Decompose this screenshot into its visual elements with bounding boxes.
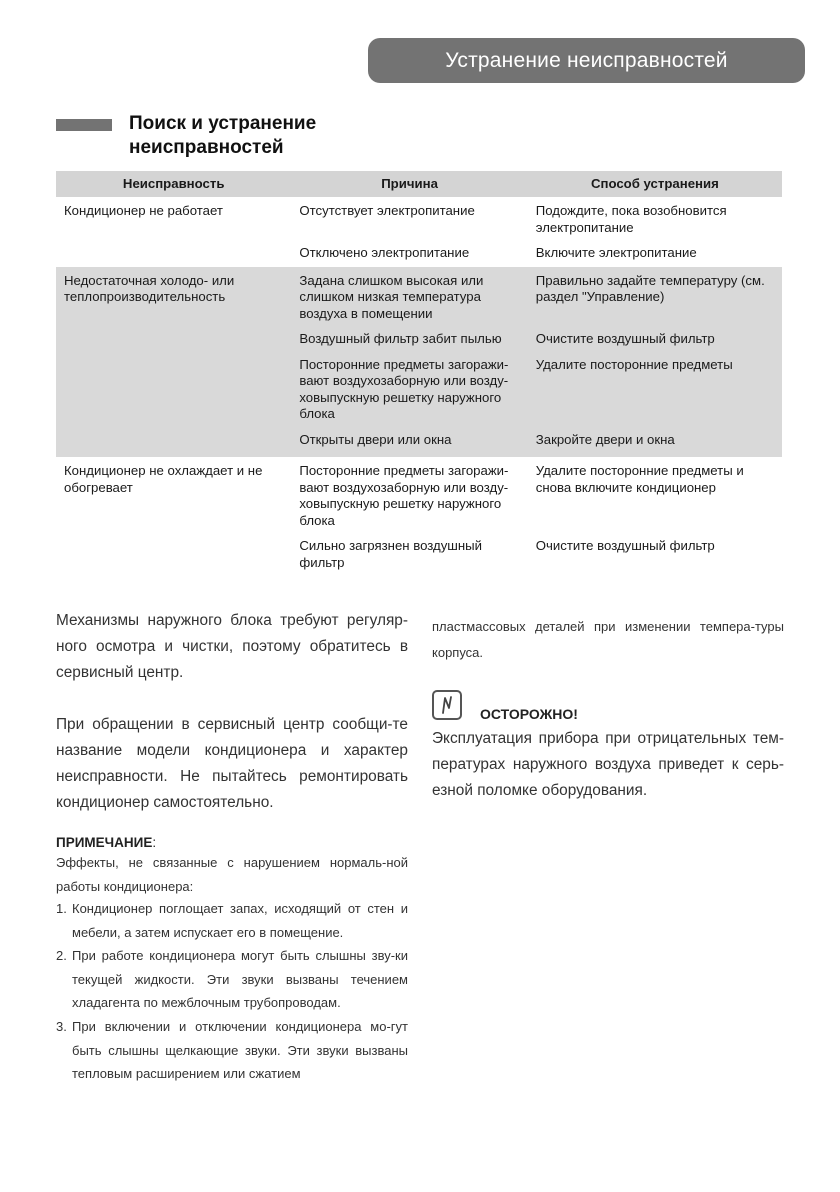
warning-icon — [432, 690, 462, 720]
table-row — [56, 534, 782, 576]
table-row — [56, 353, 782, 428]
continuation-text: пластмассовых деталей при изменении темпера-туры корпуса. — [432, 619, 784, 660]
note-colon: : — [152, 835, 157, 850]
cell-fault: Недостаточная холодо- или теплопроизводительность — [56, 267, 291, 328]
troubleshooting-table — [56, 171, 782, 576]
cell-cause: Посторонние предметы загоражи-вают воздухозаборную или возду-ховыпускную решетку наружного блока — [291, 353, 527, 428]
cell-cause: Отключено электропитание — [299, 245, 470, 260]
list-item-text: При работе кондиционера могут быть слышны зву-ки текущей жидкости. Эти звуки вызваны течением хладагента по межблочным трубопроводам. — [72, 948, 408, 1011]
list-item-number: 3. — [56, 1018, 67, 1034]
cell-fault — [56, 241, 291, 267]
cell-cause: Открыты двери или окна — [291, 428, 527, 458]
note-intro: Эффекты, не связанные с нарушением нормаль-ной работы кондиционера: — [56, 855, 408, 894]
header-remedy: Способ устранения — [528, 171, 782, 197]
cell-cause: Воздушный фильтр забит пылью — [291, 327, 527, 353]
cell-fault: Кондиционер не охлаждает и не обогревает — [64, 463, 263, 495]
cell-remedy: Удалите посторонние предметы и снова включите кондиционер — [535, 463, 744, 495]
section-title-line1: Поиск и устранение — [129, 113, 317, 134]
cell-remedy: Закройте двери и окна — [528, 428, 782, 458]
header-fault: Неисправность — [56, 171, 291, 197]
note-heading — [56, 835, 156, 850]
section-title — [129, 112, 429, 160]
section-marker-bar — [56, 119, 112, 131]
table-row — [56, 241, 782, 267]
cell-cause: Сильно загрязнен воздушный фильтр — [299, 538, 483, 570]
list-item-number: 2. — [56, 948, 67, 964]
service-paragraph: Механизмы наружного блока требуют регуляр-ного осмотра и чистки, поэтому обратитесь в сервисный центр. — [56, 612, 408, 681]
note-title: ПРИМЕЧАНИЕ — [56, 835, 153, 850]
list-item — [56, 944, 408, 1015]
cell-fault — [56, 534, 291, 576]
list-item-number: 1. — [56, 901, 67, 916]
cell-remedy: Правильно задайте температуру (см. раздел "Управление) — [528, 267, 782, 328]
cell-remedy: Очистите воздушный фильтр — [535, 538, 715, 553]
note-list — [56, 897, 408, 1086]
section-title-line2: неисправностей — [129, 137, 284, 158]
table-row — [56, 428, 782, 458]
table-row — [56, 267, 782, 328]
cell-remedy: Очистите воздушный фильтр — [528, 327, 782, 353]
cell-remedy: Подождите, пока возобновится электропитание — [535, 203, 727, 235]
list-item — [56, 897, 408, 944]
cell-remedy: Удалите посторонние предметы — [528, 353, 782, 428]
cell-cause: Отсутствует электропитание — [299, 203, 475, 218]
cell-fault — [56, 353, 291, 428]
cell-fault — [56, 327, 291, 353]
cell-cause: Задана слишком высокая или слишком низкая температура воздуха в помещении — [291, 267, 527, 328]
warning-text: Эксплуатация прибора при отрицательных тем-пературах наружного воздуха приведет к серь-езной поломке оборудования. — [432, 730, 784, 799]
cell-fault: Кондиционер не работает — [64, 203, 223, 218]
list-item-text: При включении и отключении кондиционера мо-гут быть слышны щелкающие звуки. Эти звуки вызваны тепловым расширением или сжатием — [72, 1018, 408, 1082]
list-item-text: Кондиционер поглощает запах, исходящий от стен и мебели, а затем испускает его в помещение. — [72, 901, 408, 940]
cell-remedy: Включите электропитание — [535, 245, 697, 260]
table-row — [56, 457, 782, 534]
list-item — [56, 1015, 408, 1086]
page-header-title: Устранение неисправностей — [445, 48, 728, 72]
table-header-row — [56, 171, 782, 197]
table-row — [56, 327, 782, 353]
cell-cause: Посторонние предметы загоражи-вают воздухозаборную или возду-ховыпускную решетку наружного блока — [299, 463, 509, 528]
cell-fault — [56, 428, 291, 458]
warning-title: ОСТОРОЖНО! — [480, 706, 578, 722]
page-header-tab — [368, 38, 805, 83]
table-row — [56, 197, 782, 241]
contact-paragraph: При обращении в сервисный центр сообщи-те название модели кондиционера и характер неисправности. Не пытайтесь ремонтировать кондиционер самостоятельно. — [56, 716, 408, 811]
header-cause: Причина — [291, 171, 527, 197]
